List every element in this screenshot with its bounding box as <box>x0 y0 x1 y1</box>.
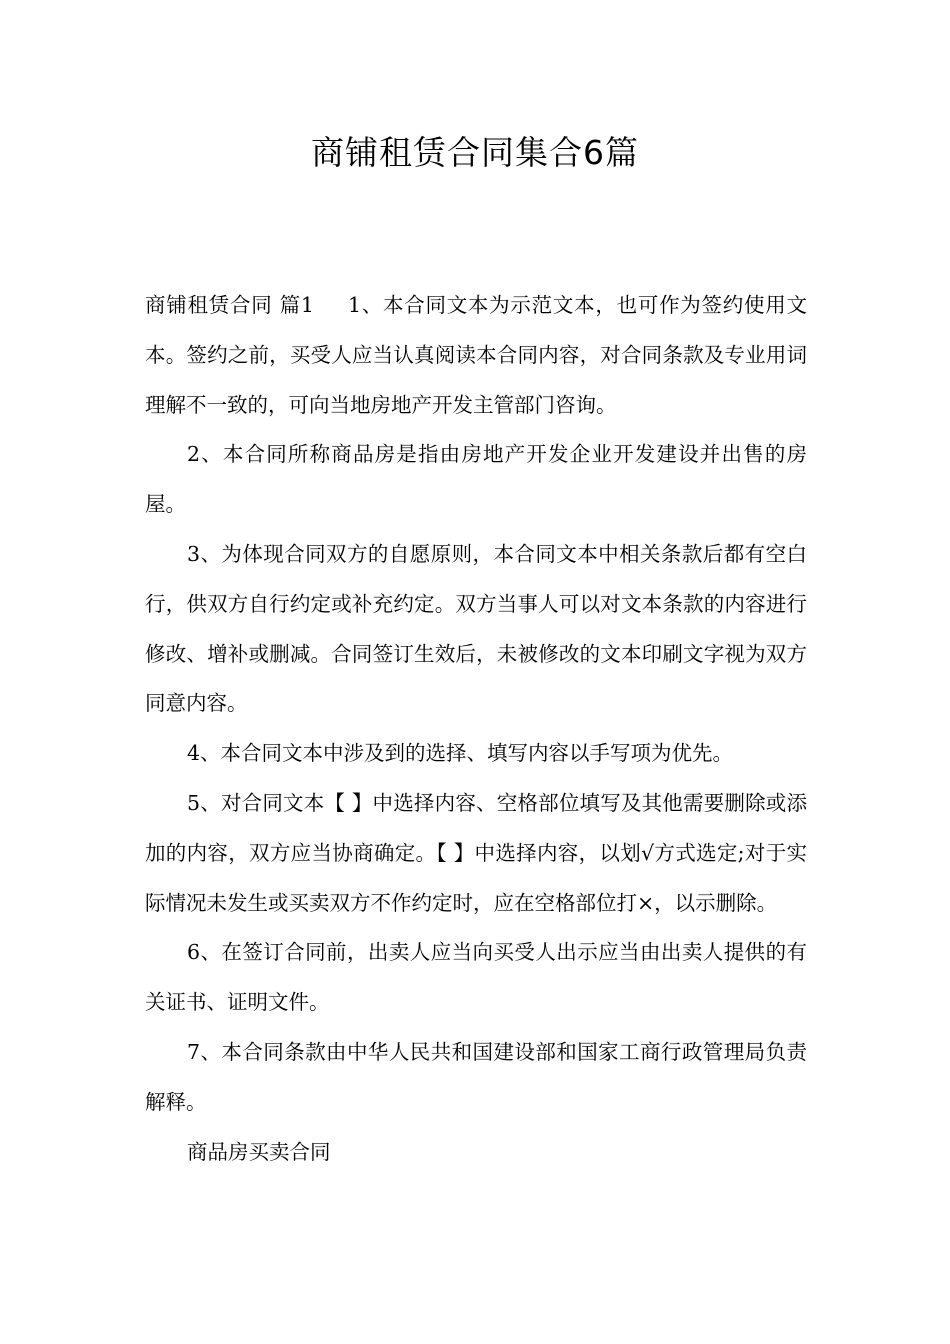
section-label: 商铺租赁合同 篇1 <box>145 293 314 317</box>
paragraph-1 <box>145 281 807 430</box>
paragraph-3: 3、为体现合同双方的自愿原则，本合同文本中相关条款后都有空白行，供双方自行约定或补充约定。双方当事人可以对文本条款的内容进行修改、增补或删减。合同签订生效后，未被修改的文本印刷文字视为双方同意内容。 <box>145 541 807 716</box>
subheading: 商品房买卖合同 <box>187 1139 331 1164</box>
paragraph-7: 7、本合同条款由中华人民共和国建设部和国家工商行政管理局负责解释。 <box>145 1039 807 1114</box>
document-body <box>145 281 807 1177</box>
paragraph-1-text: 1、本合同文本为示范文本，也可作为签约使用文本。签约之前，买受人应当认真阅读本合同内容，对合同条款及专业用词理解不一致的，可向当地房地产开发主管部门咨询。 <box>145 293 808 417</box>
paragraph-6: 6、在签订合同前，出卖人应当向买受人出示应当由出卖人提供的有关证书、证明文件。 <box>145 940 807 1015</box>
document-title: 商铺租赁合同集合6篇 <box>311 133 639 172</box>
paragraph-2: 2、本合同所称商品房是指由房地产开发企业开发建设并出售的房屋。 <box>145 442 807 517</box>
paragraph-5: 5、对合同文本【 】中选择内容、空格部位填写及其他需要删除或添加的内容，双方应当协商确定。【 】中选择内容，以划√方式选定;对于实际情况未发生或买卖双方不作约定时，应在空格部位打×，以示删除。 <box>145 790 807 915</box>
paragraph-4: 4、本合同文本中涉及到的选择、填写内容以手写项为优先。 <box>187 741 734 766</box>
